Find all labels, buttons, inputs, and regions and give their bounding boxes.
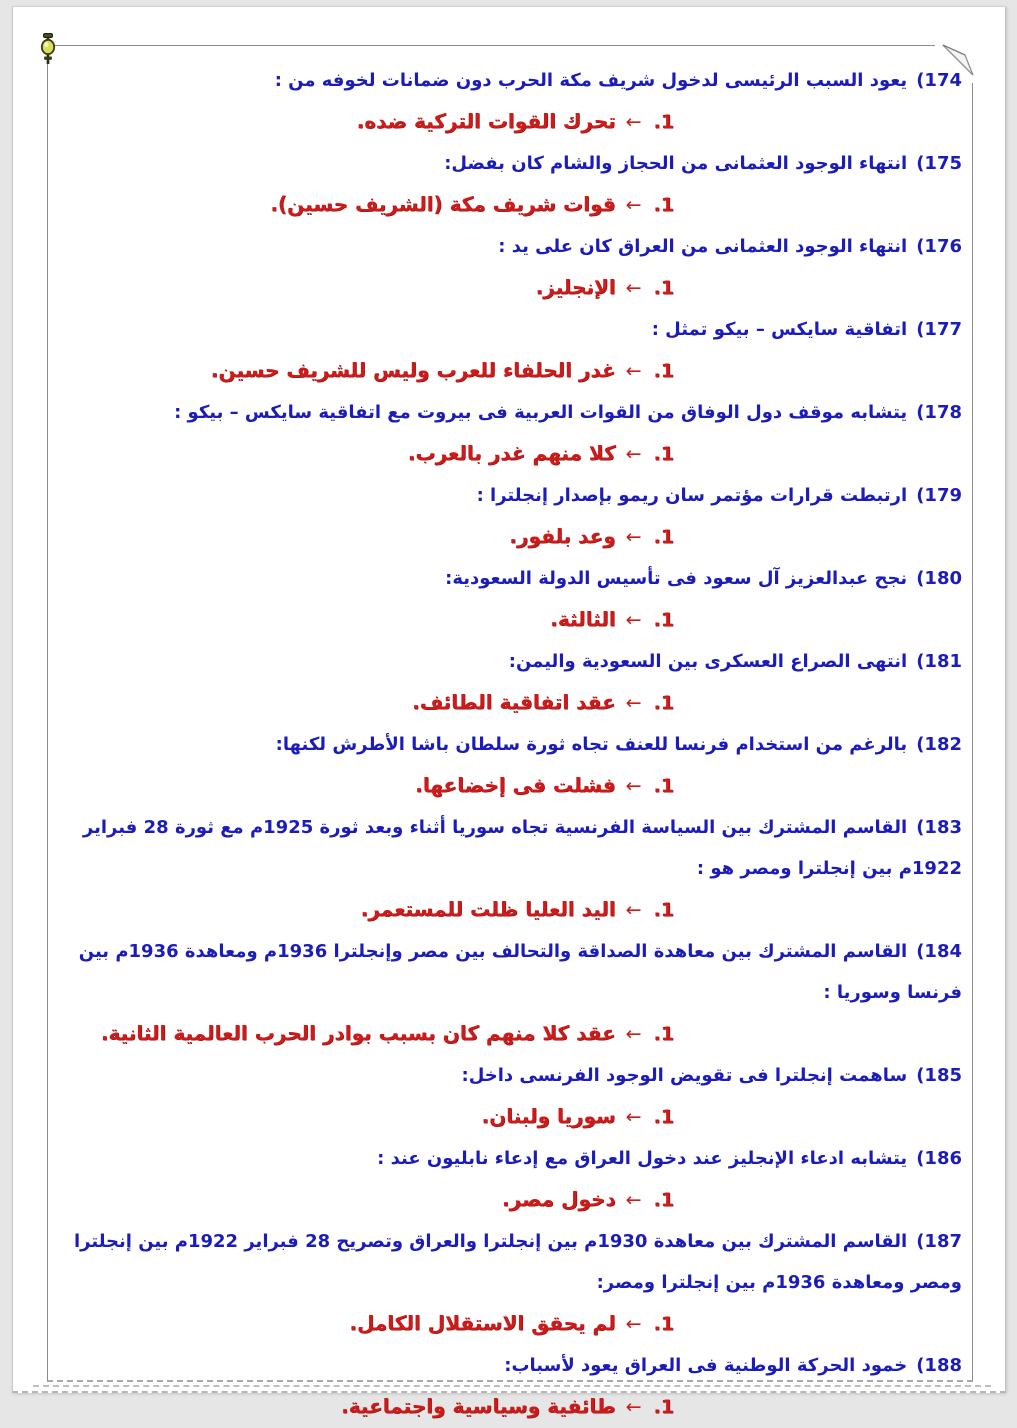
question-text: بالرغم من استخدام فرنسا للعنف تجاه ثورة سلطان باشا الأطرش لكنها: <box>275 734 908 755</box>
question-number: 184) <box>916 941 962 962</box>
question-number: 174) <box>916 70 962 91</box>
question-number: 188) <box>916 1355 962 1376</box>
answer-number: 1. <box>653 609 674 631</box>
answer-text: لم يحقق الاستقلال الكامل. <box>349 1311 616 1335</box>
left-arrow-icon: ← <box>625 194 642 216</box>
answer-number: 1. <box>653 775 674 797</box>
answer-text: تحرك القوات التركية ضده. <box>356 109 616 133</box>
question-text: القاسم المشترك بين السياسة الفرنسية تجاه سوريا أثناء وبعد ثورة 1925م مع ثورة 28 فبراير 1922م بين إنجلترا ومصر هو : <box>82 817 962 879</box>
question-line <box>58 226 962 267</box>
question-number: 177) <box>916 319 962 340</box>
answer-line <box>58 1096 962 1138</box>
question-number: 175) <box>916 153 962 174</box>
left-arrow-icon: ← <box>625 1396 642 1418</box>
left-arrow-icon: ← <box>625 609 642 631</box>
answer-number: 1. <box>653 1189 674 1211</box>
answer-number: 1. <box>653 1023 674 1045</box>
answer-number: 1. <box>653 360 674 382</box>
answer-line <box>58 682 962 724</box>
answer-line <box>58 1179 962 1221</box>
qa-item <box>58 724 962 807</box>
answer-number: 1. <box>653 692 674 714</box>
question-number: 179) <box>916 485 962 506</box>
answer-line <box>58 101 962 143</box>
question-line <box>58 309 962 350</box>
answer-number: 1. <box>653 194 674 216</box>
question-line <box>58 931 962 1013</box>
qa-list <box>48 46 972 1418</box>
question-number: 183) <box>916 817 962 838</box>
answer-line <box>58 1386 962 1428</box>
question-text: القاسم المشترك بين معاهدة 1930م بين إنجلترا والعراق وتصريح 28 فبراير 1922م بين إنجلترا ومصر ومعاهدة 1936م بين إنجلترا ومصر: <box>73 1231 962 1293</box>
qa-item <box>58 392 962 475</box>
qa-item <box>58 1055 962 1138</box>
answer-line <box>58 516 962 558</box>
qa-item <box>58 931 962 1055</box>
question-text: انتهاء الوجود العثمانى من الحجاز والشام كان بفضل: <box>444 153 908 174</box>
left-arrow-icon: ← <box>625 692 642 714</box>
answer-text: سوريا ولبنان. <box>481 1104 616 1128</box>
question-number: 178) <box>916 402 962 423</box>
question-line <box>58 1055 962 1096</box>
qa-item <box>58 558 962 641</box>
question-line <box>58 724 962 765</box>
answer-number: 1. <box>653 111 674 133</box>
page-bottom-dashed-rule <box>33 1385 991 1387</box>
question-text: يعود السبب الرئيسى لدخول شريف مكة الحرب دون ضمانات لخوفه من : <box>274 70 908 91</box>
answer-line <box>58 599 962 641</box>
answer-number: 1. <box>653 1313 674 1335</box>
answer-number: 1. <box>653 1396 674 1418</box>
answer-text: قوات شريف مكة (الشريف حسين). <box>270 192 616 216</box>
answer-number: 1. <box>653 1106 674 1128</box>
question-line <box>58 1345 962 1386</box>
answer-text: كلا منهم غدر بالعرب. <box>407 441 616 465</box>
answer-line <box>58 184 962 226</box>
question-line <box>58 558 962 599</box>
question-number: 176) <box>916 236 962 257</box>
question-number: 187) <box>916 1231 962 1252</box>
question-text: انتهاء الوجود العثمانى من العراق كان على يد : <box>498 236 908 257</box>
answer-text: عقد اتفاقية الطائف. <box>412 690 616 714</box>
answer-text: فشلت فى إخضاعها. <box>415 773 616 797</box>
answer-line <box>58 350 962 392</box>
question-number: 181) <box>916 651 962 672</box>
qa-item <box>58 226 962 309</box>
left-arrow-icon: ← <box>625 526 642 548</box>
question-line <box>58 1138 962 1179</box>
question-line <box>58 475 962 516</box>
question-text: يتشابه موقف دول الوفاق من القوات العربية فى بيروت مع اتفاقية سايكس – بيكو : <box>174 402 908 423</box>
qa-item <box>58 309 962 392</box>
qa-item <box>58 143 962 226</box>
qa-item <box>58 641 962 724</box>
answer-text: غدر الحلفاء للعرب وليس للشريف حسين. <box>210 358 616 382</box>
answer-line <box>58 433 962 475</box>
question-text: القاسم المشترك بين معاهدة الصداقة والتحالف بين مصر وإنجلترا 1936م ومعاهدة 1936م بين فرنسا وسوريا : <box>78 941 962 1003</box>
left-arrow-icon: ← <box>625 360 642 382</box>
answer-number: 1. <box>653 277 674 299</box>
qa-item <box>58 475 962 558</box>
question-line <box>58 1221 962 1303</box>
answer-number: 1. <box>653 899 674 921</box>
answer-line <box>58 267 962 309</box>
question-line <box>58 641 962 682</box>
question-line <box>58 392 962 433</box>
left-arrow-icon: ← <box>625 1106 642 1128</box>
answer-line <box>58 889 962 931</box>
left-arrow-icon: ← <box>625 1023 642 1045</box>
answer-line <box>58 1303 962 1345</box>
question-line <box>58 143 962 184</box>
text-frame <box>47 45 973 1418</box>
question-number: 186) <box>916 1148 962 1169</box>
answer-line <box>58 1013 962 1055</box>
answer-number: 1. <box>653 526 674 548</box>
question-number: 180) <box>916 568 962 589</box>
question-text: خمود الحركة الوطنية فى العراق يعود لأسباب: <box>504 1355 908 1376</box>
answer-text: الإنجليز. <box>535 275 616 299</box>
qa-item <box>58 807 962 931</box>
question-text: انتهى الصراع العسكرى بين السعودية واليمن: <box>508 651 908 672</box>
answer-text: عقد كلا منهم كان بسبب بوادر الحرب العالمية الثانية. <box>100 1021 616 1045</box>
question-number: 185) <box>916 1065 962 1086</box>
left-arrow-icon: ← <box>625 1313 642 1335</box>
qa-item <box>58 1138 962 1221</box>
answer-text: دخول مصر. <box>501 1187 616 1211</box>
answer-text: اليد العليا ظلت للمستعمر. <box>360 897 616 921</box>
qa-item <box>58 60 962 143</box>
left-arrow-icon: ← <box>625 775 642 797</box>
answer-text: طائفية وسياسية واجتماعية. <box>341 1394 616 1418</box>
answer-number: 1. <box>653 443 674 465</box>
question-text: اتفاقية سايكس – بيكو تمثل : <box>651 319 908 340</box>
answer-line <box>58 765 962 807</box>
left-arrow-icon: ← <box>625 111 642 133</box>
question-number: 182) <box>916 734 962 755</box>
left-arrow-icon: ← <box>625 277 642 299</box>
question-text: يتشابه ادعاء الإنجليز عند دخول العراق مع إدعاء نابليون عند : <box>377 1148 908 1169</box>
answer-text: الثالثة. <box>550 607 616 631</box>
left-arrow-icon: ← <box>625 899 642 921</box>
document-page <box>12 6 1006 1418</box>
question-text: ساهمت إنجلترا فى تقويض الوجود الفرنسى داخل: <box>461 1065 908 1086</box>
answer-text: وعد بلفور. <box>509 524 616 548</box>
left-arrow-icon: ← <box>625 443 642 465</box>
left-arrow-icon: ← <box>625 1189 642 1211</box>
qa-item <box>58 1221 962 1345</box>
question-text: نجح عبدالعزيز آل سعود فى تأسيس الدولة السعودية: <box>445 568 908 589</box>
question-text: ارتبطت قرارات مؤتمر سان ريمو بإصدار إنجلترا : <box>476 485 908 506</box>
question-line <box>58 807 962 889</box>
question-line <box>58 60 962 101</box>
